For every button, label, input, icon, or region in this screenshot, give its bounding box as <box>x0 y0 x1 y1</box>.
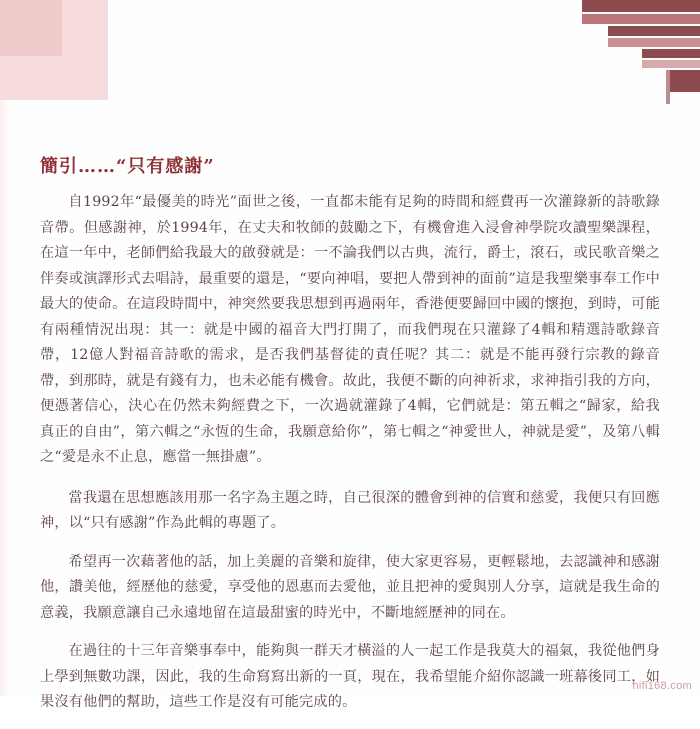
paragraph: 自1992年“最優美的時光”面世之後，一直都未能有足夠的時間和經費再一次灌錄新的詩歌錄音帶。但感謝神，於1994年，在丈夫和牧師的鼓勵之下，有機會進入浸會神學院攻讀聖樂課程，在這一年中，老師們給我最大的啟發就是：一不論我們以古典，流行，爵士，滾石，或民歌音樂之伴奏或演譯形式去唱詩，最重要的還是，“要向神唱，要把人帶到神的面前”這是我聖樂事奉工作中最大的使命。在這段時間中，神突然要我思想到再過兩年，香港便要歸回中國的懷抱，到時，可能有兩種情況出現：其一：就是中國的福音大門打開了，而我們現在只灌錄了4輯和精選詩歌錄音帶，12億人對福音詩歌的需求，是否我們基督徒的責任呢？其二：就是不能再發行宗教的錄音帶，到那時，就是有錢有力，也未必能有機會。故此，我便不斷的向神祈求，求神指引我的方向，便憑著信心，決心在仍然未夠經費之下，一次過就灌錄了4輯，它們就是：第五輯之“歸家，給我真正的自由”，第六輯之“永恆的生命，我願意給你”，第七輯之“神愛世人，神就是愛”，及第八輯之“愛是永不止息，應當一無掛慮”。 <box>40 194 660 465</box>
decorative-bar-2 <box>582 14 700 24</box>
paragraph: 當我還在思想應該用那一名字為主題之時，自己很深的體會到神的信實和慈愛，我便只有回應神，以“只有感謝”作為此輯的專題了。 <box>40 489 660 531</box>
watermark: hifi168.com <box>632 680 692 692</box>
paragraph: 希望再一次藉著他的話，加上美麗的音樂和旋律，使大家更容易，更輕鬆地，去認識神和感謝他，讚美他，經歷他的慈愛，享受他的恩惠而去愛他，並且把神的愛與別人分享，這就是我生命的意義，我願意讓自己永遠地留在這最甜蜜的時光中，不斷地經歷神的同在。 <box>40 553 660 621</box>
decorative-bars-top-right <box>550 0 700 120</box>
document-body <box>40 152 660 729</box>
decorative-left-edge <box>0 100 10 696</box>
decorative-corner-inner <box>0 0 62 56</box>
decorative-bar-4 <box>608 38 700 47</box>
decorative-bar-7 <box>670 70 700 92</box>
decorative-corner-top-left <box>0 0 108 100</box>
page-title: 簡引……“只有感謝” <box>40 156 215 177</box>
paragraph: 在過往的十三年音樂事奉中，能夠與一群天才橫溢的人一起工作是我莫大的福氣，我從他們身上學到無數功課，因此，我的生命寫寫出新的一頁，現在，我希望能介紹你認識一班幕後同工，如果沒有他們的幫助，這些工作是沒有可能完成的。 <box>40 643 660 710</box>
decorative-bar-5 <box>642 49 700 58</box>
decorative-bar-vertical <box>666 70 670 104</box>
decorative-bar-1 <box>582 0 700 12</box>
decorative-bar-6 <box>642 60 700 68</box>
decorative-bar-3 <box>608 26 700 36</box>
